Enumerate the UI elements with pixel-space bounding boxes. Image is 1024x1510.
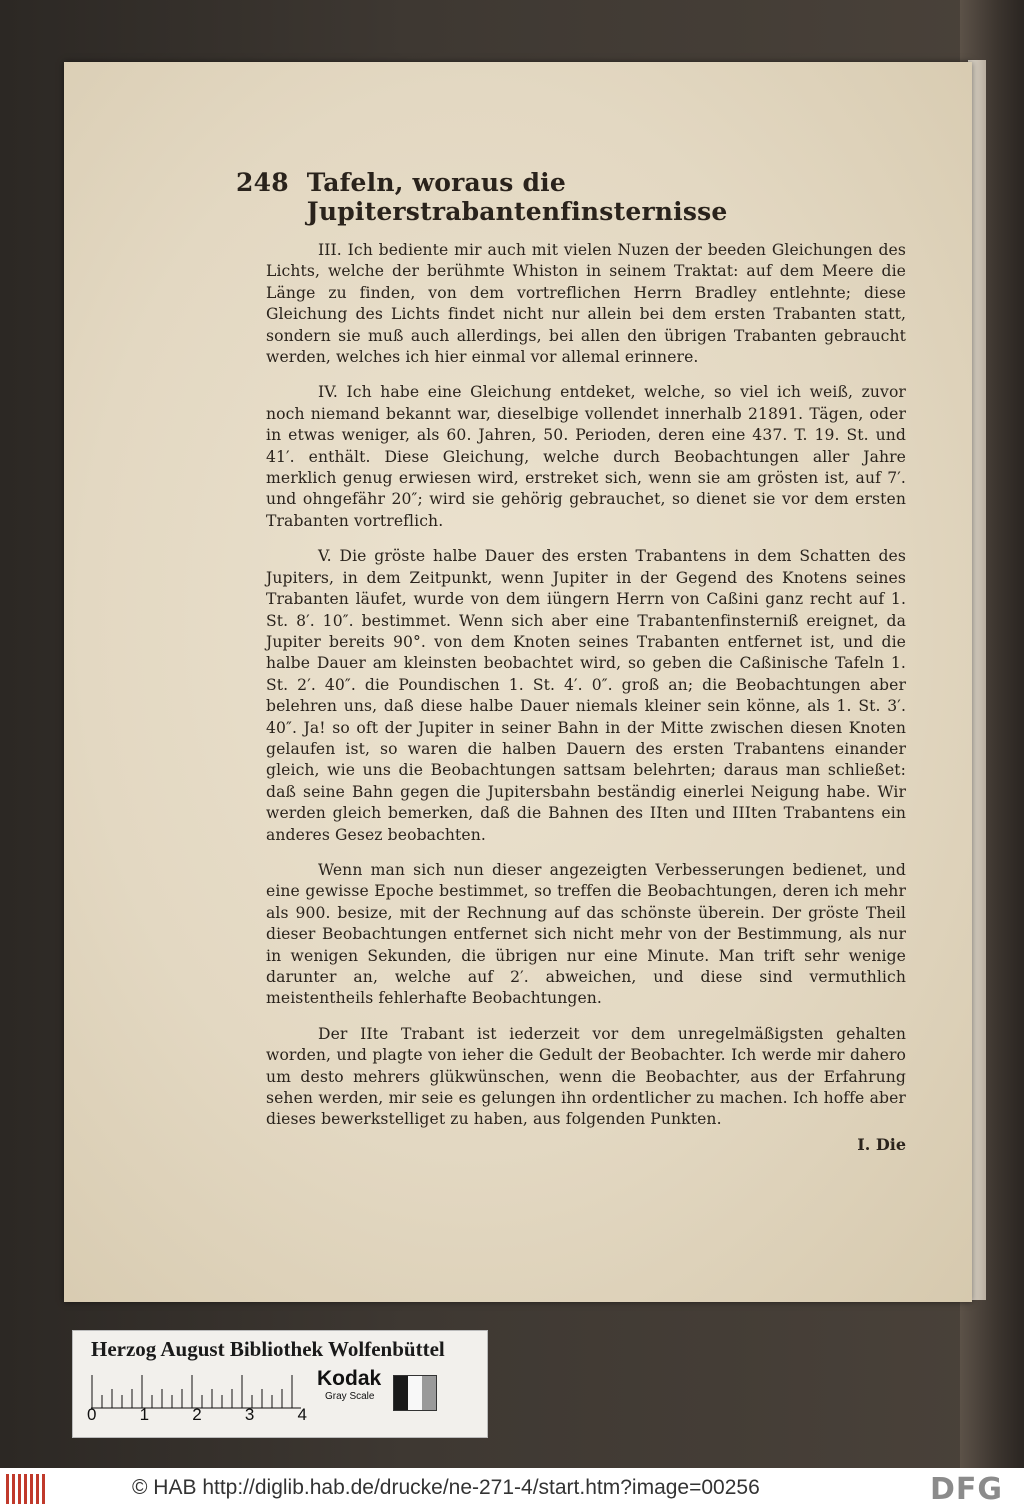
hab-stripes-icon (6, 1474, 48, 1504)
ruler-scale (91, 1375, 301, 1409)
ruler-number: 3 (244, 1405, 255, 1424)
footer-bar (0, 1468, 1024, 1510)
ruler-number: 4 (297, 1405, 307, 1424)
running-title: Tafeln, woraus die Jupiterstrabantenfinsternisse (306, 168, 728, 226)
ruler-number: 1 (139, 1405, 150, 1424)
page-content (200, 168, 910, 1154)
paragraph-zweiter-trabant: Der IIte Trabant ist iederzeit vor dem unregelmäßigsten gehalten worden, und plagte von ieher die Gedult der Beobachter. Ich werde mir dahero um desto mehrers glükwünschen, wenn die Beobachter, aus der Erfahrung sehen werden, mir seie es gelungen ihn ordentlicher zu machen. Ich hoffe aber dieses bewerkstelliget zu haben, aus folgenden Punkten. (266, 1024, 906, 1129)
paragraph-iii: III. Ich bediente mir auch mit vielen Nuzen der beeden Gleichungen des Lichts, welche der berühmte Whiston in seinem Traktat: auf dem Meere die Länge zu finden, von dem vortreflichen Herrn Bradley entlehnte; diese Gleichung des Lichts findet nicht nur allein bei dem ersten Trabanten statt, sondern sie muß auch allerdings, bei allen den übrigen Trabanten gebraucht werden, welches ich hier einmal vor allemal erinnere. (266, 241, 906, 367)
ruler-number: 0 (87, 1405, 97, 1424)
library-label (72, 1330, 488, 1438)
ruler-number: 2 (192, 1405, 202, 1424)
page-header (236, 168, 910, 226)
paragraph-v: V. Die gröste halbe Dauer des ersten Trabantens in dem Schatten des Jupiters, in dem Zeitpunkt, wenn Jupiter in der Gegend des Knotens seines Trabanten läufet, wurde von dem iüngern Herrn von Caßini ganz recht auf 1. St. 8′. 10″. bestimmet. Wenn sich aber eine Trabantenfinsterniß ereignet, da Jupiter bereits 90°. von dem Knoten seines Trabanten entfernet ist, und die halbe Dauer am kleinsten beobachtet wird, so geben die Caßinische Tafeln 1. St. 2′. 40″. die Poundischen 1. St. 4′. 0″. groß an; die Beobachtungen aber belehren uns, daß diese halbe Dauer niemals kleiner sein könne, als 1. St. 3′. 40″. Ja! so oft der Jupiter in seiner Bahn in der Mitte zwischen diesen Knoten gelaufen ist, so waren die halben Dauern des ersten Trabantens einander gleich, wie uns die Beobachtungen sattsam belehrten; daraus man schließet: daß seine Bahn gegen die Jupitersbahn beständig einerlei Neigung habe. Wir werden gleich bemerken, daß die Bahnen des IIten und IIIten Trabantens ein anderes Gesez beobachten. (266, 547, 906, 844)
gray-swatch (393, 1375, 437, 1411)
paragraph-iv: IV. Ich habe eine Gleichung entdeket, welche, so viel ich weiß, zuvor noch niemand bekannt war, dieselbige vollendet innerhalb 21891. Tägen, oder in etwas weniger, als 60. Jahren, 50. Perioden, deren eine 437. T. 19. St. und 41′. enthält. Diese Gleichung, welche durch Beobachtungen aller Jahre merklich genug erwiesen wird, erstreket sich, wenn sie am grösten ist, auf 7′. und ohngefähr 20″; wird sie gehörig gebrauchet, so dienet sie vor dem ersten Trabanten vortreflich. (266, 383, 906, 530)
page-number: 248 (236, 168, 289, 197)
gray-scale-label: Gray Scale (325, 1391, 375, 1402)
source-link[interactable]: © HAB http://diglib.hab.de/drucke/ne-271-4/start.htm?image=00256 (132, 1476, 760, 1499)
ruler-numbers (87, 1405, 307, 1425)
kodak-brand: Kodak (317, 1367, 382, 1390)
dfg-logo: DFG (930, 1472, 1004, 1507)
library-name: Herzog August Bibliothek Wolfenbüttel (91, 1337, 445, 1361)
paragraph-verbesserungen: Wenn man sich nun dieser angezeigten Verbesserungen bedienet, und eine gewisse Epoche bestimmet, so treffen die Beobachtungen, deren ich mehr als 900. besize, mit der Rechnung auf das schönste überein. Der gröste Theil dieser Beobachtungen entfernet sich nicht mehr von der Bestimmung, als nur in wenigen Sekunden, die übrigen nur eine Minute. Man trift sehr wenige darunter an, welche auf 2′. abweichen, und diese sind vermuthlich meistentheils fehlerhafte Beobachtungen. (266, 860, 906, 1008)
catchword: I. Die (857, 1134, 906, 1154)
